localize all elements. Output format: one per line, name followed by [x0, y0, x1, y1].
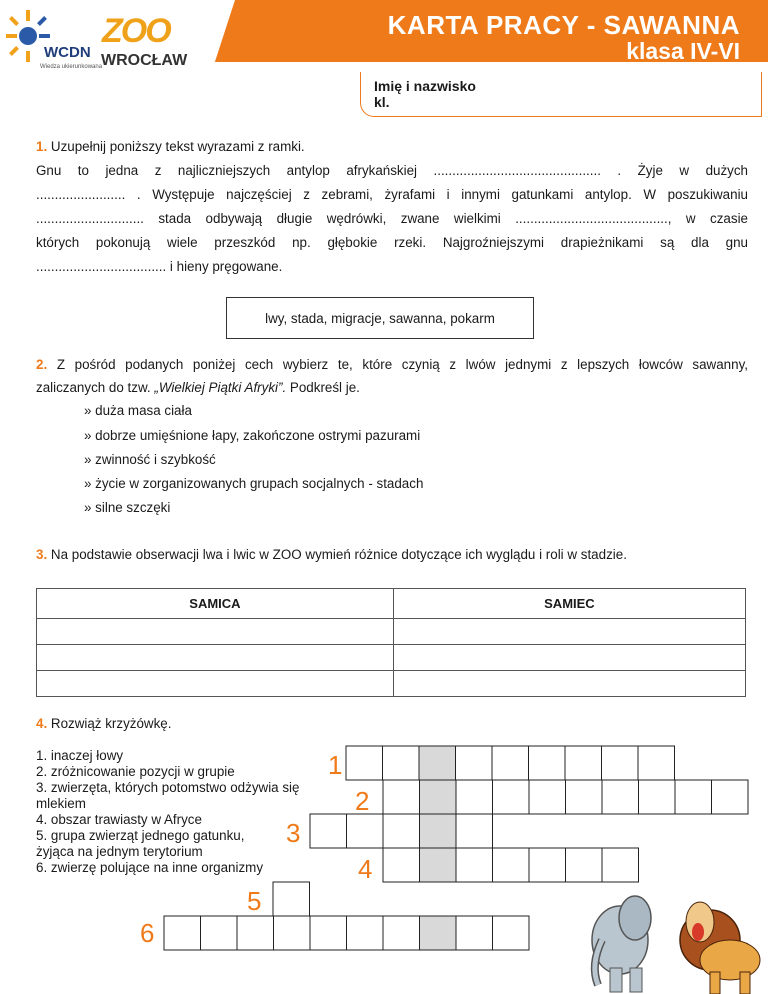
crossword-cell[interactable] [456, 916, 493, 950]
clue-4: 4. obszar trawiasty w Afryce [36, 812, 202, 827]
crossword-cell[interactable] [420, 848, 457, 882]
crossword-cell[interactable] [493, 780, 530, 814]
column-header-female: SAMICA [37, 589, 394, 619]
crossword-cell[interactable] [675, 780, 712, 814]
task2-number: 2. [36, 357, 48, 372]
task4-instruction: Rozwiąż krzyżówkę. [50, 716, 172, 731]
clue-3-cont: mlekiem [36, 796, 86, 811]
crossword-cell[interactable] [602, 848, 639, 882]
crossword-cell[interactable] [456, 780, 493, 814]
crossword-cell[interactable] [493, 916, 530, 950]
crossword-cell[interactable] [529, 780, 566, 814]
clue-5: 5. grupa zwierząt jednego gatunku, [36, 828, 245, 843]
clue-6: 6. zwierzę polujące na inne organizmy [36, 860, 264, 875]
crossword-cell[interactable] [420, 814, 457, 848]
crossword-number-2: 2 [355, 786, 370, 816]
column-header-male: SAMIEC [393, 589, 745, 619]
crossword-cell[interactable] [383, 848, 420, 882]
crossword-cell[interactable] [237, 916, 274, 950]
crossword-number-1: 1 [328, 750, 343, 780]
crossword-cell[interactable] [347, 814, 384, 848]
task2-instruction: Z pośród podanych poniżej cech wybierz te, które czynią z lwów jednymi z lepszych łowców sawanny, [56, 357, 748, 372]
crossword-cell[interactable] [383, 814, 420, 848]
task1-line-2: ........................ . Występuje najczęściej z zebrami, żyrafami i innymi gatunkami antylop. W poszukiwaniu [36, 187, 748, 202]
clue-3: 3. zwierzęta, których potomstwo odżywia się [36, 780, 300, 795]
crossword-cell[interactable] [419, 746, 456, 780]
crossword-cell[interactable] [274, 916, 311, 950]
crossword-cell[interactable] [565, 746, 602, 780]
clue-1: 1. inaczej łowy [36, 748, 124, 763]
task4-number: 4. [36, 716, 48, 731]
task1-line-1: Gnu to jedna z najliczniejszych antylop afrykańskiej ............................................. . Żyje w dużych [36, 163, 748, 178]
crossword-cell[interactable] [420, 780, 457, 814]
class-label: kl. [374, 94, 390, 110]
word-bank-text: lwy, stada, migracje, sawanna, pokarm [265, 310, 495, 326]
task2-line2-post: Podkreśl je. [289, 380, 360, 395]
task3-instruction: Na podstawie obserwacji lwa i lwic w ZOO wymień różnice dotyczące ich wyglądu i roli w stadzie. [50, 547, 627, 562]
crossword-cell[interactable] [529, 848, 566, 882]
crossword-cell[interactable] [310, 916, 347, 950]
logo-zoo-text: ZOO [102, 12, 170, 50]
crossword-cell[interactable] [383, 780, 420, 814]
crossword-number-4: 4 [358, 854, 373, 884]
crossword-cell[interactable] [310, 814, 347, 848]
task1-number: 1. [36, 139, 48, 154]
lion-icon [680, 902, 760, 994]
task1-line-3: ............................. stada odbywają długie wędrówki, zwane wielkimi ........................................., w czasie [36, 211, 748, 226]
crossword-cell[interactable] [383, 746, 420, 780]
crossword-cell[interactable] [566, 780, 603, 814]
crossword-cell[interactable] [456, 746, 493, 780]
trait-item[interactable]: » duża masa ciała [84, 403, 192, 418]
crossword-cell[interactable] [566, 848, 603, 882]
crossword-cell[interactable] [420, 916, 457, 950]
crossword-cell[interactable] [493, 848, 530, 882]
crossword-cell[interactable] [346, 746, 383, 780]
elephant-lion-illustration [580, 880, 768, 994]
task2-line2-pre: zaliczanych do tzw. [36, 380, 151, 395]
crossword-cell[interactable] [492, 746, 529, 780]
logo-city-text: WROCŁAW [101, 52, 188, 69]
task1-line-5: ................................... i hieny pręgowane. [36, 259, 283, 274]
task2-line2-italic: „Wielkiej Piątki Afryki”. [154, 380, 287, 395]
clue-2: 2. zróżnicowanie pozycji w grupie [36, 764, 235, 779]
crossword-cell[interactable] [383, 916, 420, 950]
crossword-cell[interactable] [529, 746, 566, 780]
elephant-icon [592, 896, 651, 992]
crossword-number-6: 6 [140, 918, 155, 948]
logo-subtitle: Wiedza ukierunkowana [40, 64, 103, 70]
page-subtitle: klasa IV-VI [626, 38, 740, 64]
trait-item[interactable]: » dobrze umięśnione łapy, zakończone ostrymi pazurami [84, 428, 421, 443]
crossword-cell[interactable] [273, 882, 310, 916]
trait-item[interactable]: » zwinność i szybkość [84, 452, 216, 467]
crossword-cell[interactable] [164, 916, 201, 950]
page-title: KARTA PRACY - SAWANNA [387, 10, 740, 40]
clue-5-cont: żyjąca na jednym terytorium [36, 844, 203, 859]
crossword-cell[interactable] [638, 746, 675, 780]
crossword-cell[interactable] [456, 814, 493, 848]
crossword-number-5: 5 [247, 886, 262, 916]
crossword-cell[interactable] [712, 780, 749, 814]
crossword-cell[interactable] [456, 848, 493, 882]
task1-instruction: Uzupełnij poniższy tekst wyrazami z ramki. [50, 139, 305, 154]
trait-item[interactable]: » życie w zorganizowanych grupach socjalnych - stadach [84, 476, 424, 491]
crossword-cell[interactable] [639, 780, 676, 814]
task3-number: 3. [36, 547, 48, 562]
crossword-cell[interactable] [347, 916, 384, 950]
crossword-cell[interactable] [201, 916, 238, 950]
trait-item[interactable]: » silne szczęki [84, 500, 171, 515]
crossword-cell[interactable] [602, 746, 639, 780]
crossword-cell[interactable] [602, 780, 639, 814]
logo-wcdn-text: WCDN [44, 44, 91, 61]
name-label: Imię i nazwisko [374, 78, 476, 94]
crossword-number-3: 3 [286, 818, 301, 848]
task1-line-4: których pokonują wiele przeszkód np. głębokie rzeki. Najgroźniejszymi drapieżnikami są dla gnu [36, 235, 748, 250]
